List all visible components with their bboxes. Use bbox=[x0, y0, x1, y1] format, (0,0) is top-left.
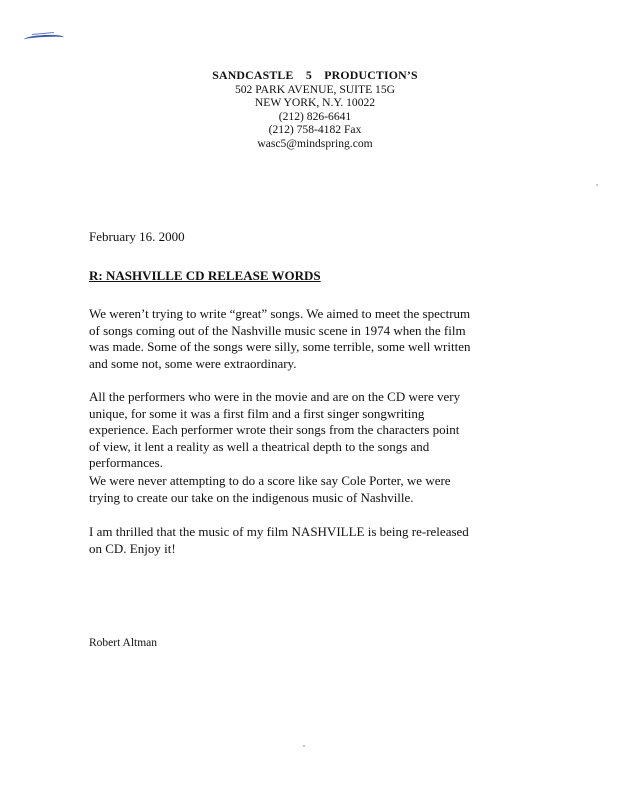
paragraph-line: unique, for some it was a first film and a first singer songwriting bbox=[89, 405, 425, 421]
paragraph-3 bbox=[89, 473, 559, 506]
paragraph-line: All the performers who were in the movie and are on the CD were very bbox=[89, 389, 461, 404]
email-address: wasc5@mindspring.com bbox=[257, 136, 373, 150]
paragraph-1 bbox=[89, 306, 559, 372]
paragraph-line: on CD. Enjoy it! bbox=[89, 540, 176, 556]
subject-line: R: NASHVILLE CD RELEASE WORDS bbox=[89, 268, 321, 283]
phone-number: (212) 826-6641 bbox=[278, 109, 352, 123]
paragraph-line: I am thrilled that the music of my film NASHVILLE is being re-released bbox=[89, 524, 469, 539]
paper-speck bbox=[596, 184, 598, 186]
address-line-1: 502 PARK AVENUE, SUITE 15G bbox=[234, 82, 396, 96]
paragraph-line: trying to create our take on the indigenous music of Nashville. bbox=[89, 489, 414, 505]
signature-name: Robert Altman bbox=[89, 637, 158, 649]
paragraph-line: We were never attempting to do a score like say Cole Porter, we were bbox=[89, 473, 451, 488]
letter-date: February 16. 2000 bbox=[89, 229, 185, 244]
paragraph-line: and some not, some were extraordinary. bbox=[89, 355, 297, 371]
address-line-2: NEW YORK, N.Y. 10022 bbox=[254, 96, 376, 110]
paper-speck bbox=[303, 745, 305, 747]
paragraph-line: performances. bbox=[89, 455, 163, 470]
letterhead bbox=[200, 69, 430, 151]
paragraph-line: experience. Each performer wrote their songs from the characters point bbox=[89, 422, 460, 437]
paragraph-line: of view, it lent a reality as well a theatrical depth to the songs and bbox=[89, 438, 430, 454]
paragraph-line: was made. Some of the songs were silly, some terrible, some well written bbox=[89, 339, 471, 354]
paragraph-line: We weren’t trying to write “great” songs. We aimed to meet the spectrum bbox=[89, 306, 471, 321]
paragraph-4 bbox=[89, 524, 559, 557]
fax-number: (212) 758-4182 Fax bbox=[268, 123, 362, 137]
paragraph-line: of songs coming out of the Nashville music scene in 1974 when the film bbox=[89, 322, 466, 338]
paragraph-2 bbox=[89, 389, 559, 472]
company-name: SANDCASTLE 5 PRODUCTION’S bbox=[212, 68, 418, 82]
